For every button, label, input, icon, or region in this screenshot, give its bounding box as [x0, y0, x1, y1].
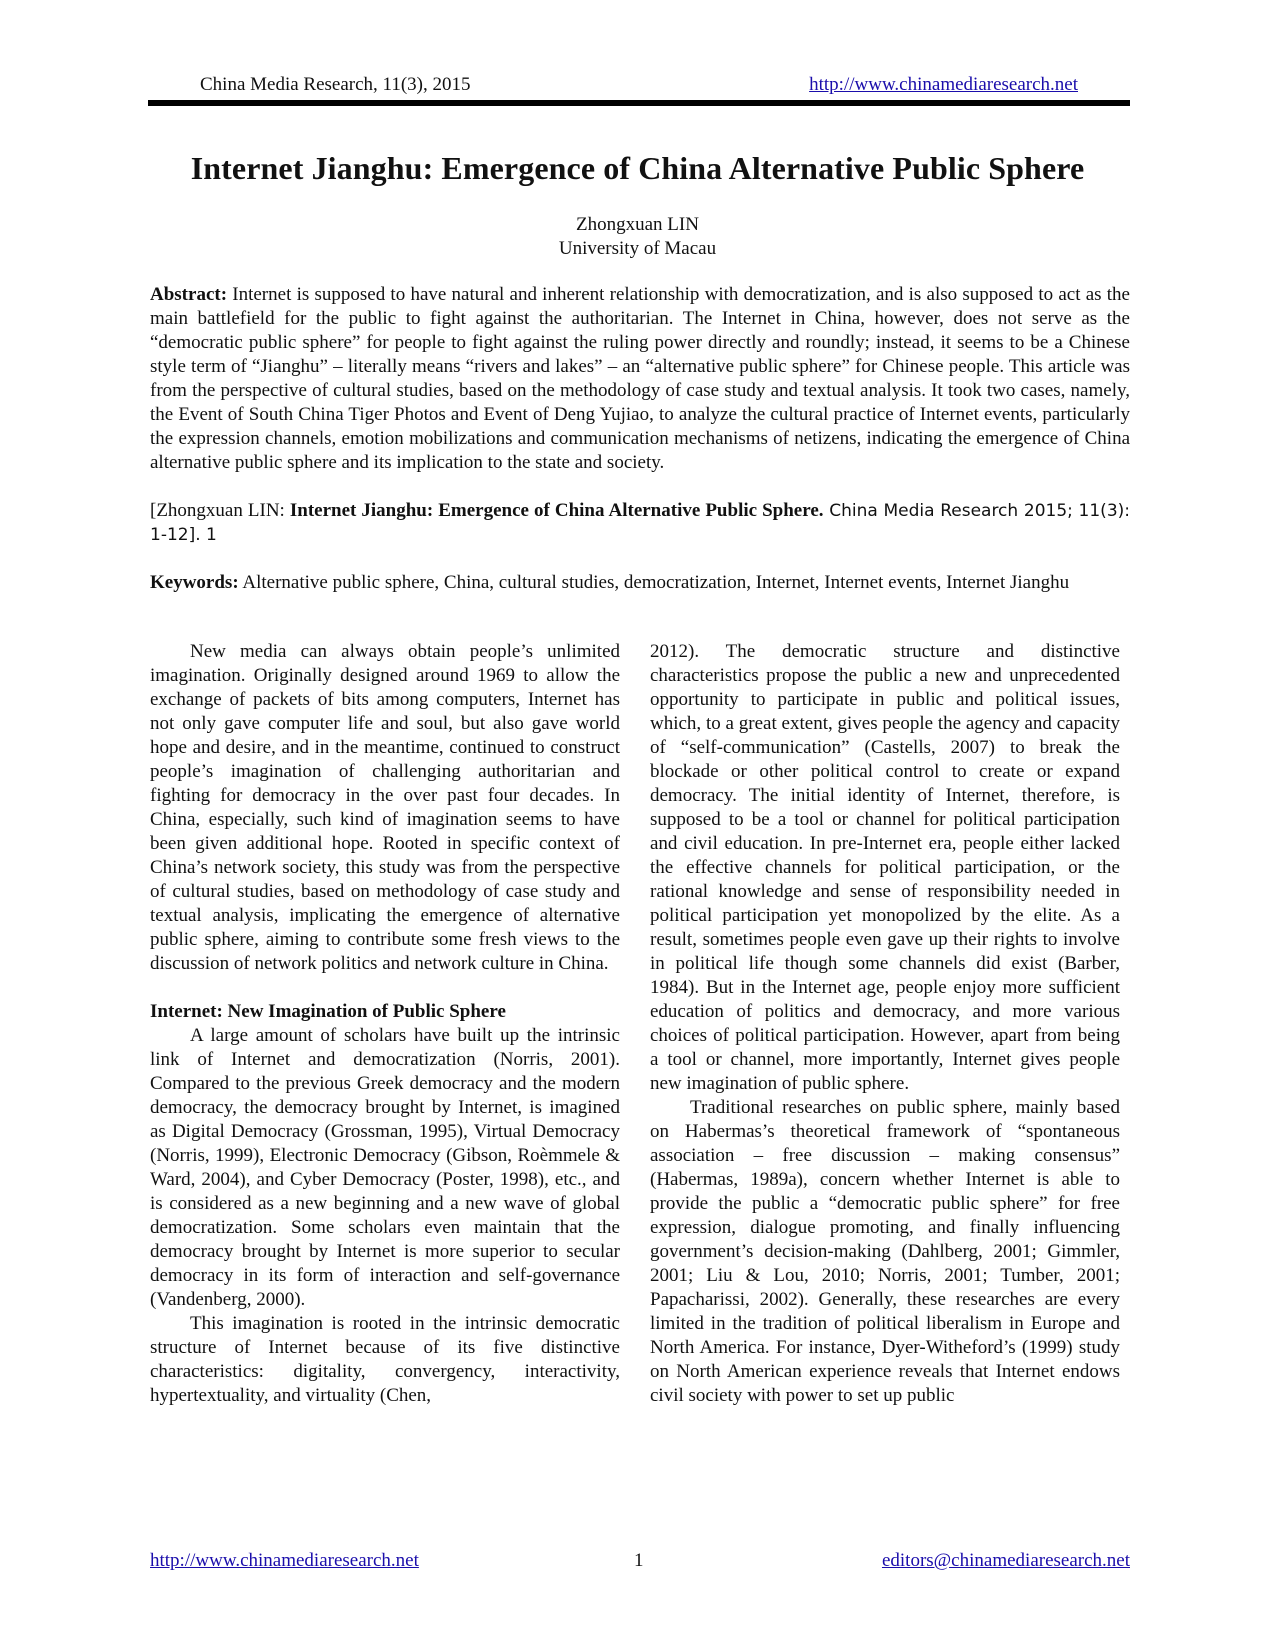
keywords: [150, 571, 1130, 595]
body-column-right: [650, 640, 1120, 1408]
citation-suffix: China Media Research 2015; 11(3): 1-12]. 1: [150, 501, 1130, 545]
body-paragraph: 2012). The democratic structure and distinctive characteristics propose the public a new and unprecedented opportunity to participate in public and political issues, which, to a great extent, gives people the agency and capacity of “self-communication” (Castells, 2007) to break the blockade or other political control to create or expand democracy. The initial identity of Internet, therefore, is supposed to be a tool or channel for political participation and civil education. In pre-Internet era, people either lacked the effective channels for political participation, or the rational knowledge and sense of responsibility needed in political participation yet monopolized by the elite. As a result, sometimes people even gave up their rights to involve in political life though some channels did exist (Barber, 1984). But in the Internet age, people enjoy more sufficient education of politics and democracy, and more various choices of political participation. However, apart from being a tool or channel, more importantly, Internet gives people new imagination of public sphere.: [650, 641, 1120, 1094]
body-column-left: [150, 640, 620, 1408]
keywords-text: Alternative public sphere, China, cultural studies, democratization, Internet, Internet events, Internet Jianghu: [242, 572, 1070, 593]
body-paragraph: New media can always obtain people’s unlimited imagination. Originally designed around 1969 to allow the exchange of packets of bits among computers, Internet has not only gave computer life and soul, but also gave world hope and desire, and in the meantime, continued to construct people’s imagination of challenging authoritarian and fighting for democracy in the over past four decades. In China, especially, such kind of imagination seems to have been given additional hope. Rooted in specific context of China’s network society, this study was from the perspective of cultural studies, based on methodology of case study and textual analysis, implicating the emergence of alternative public sphere, aiming to contribute some fresh views to the discussion of network politics and network culture in China.: [150, 641, 620, 974]
abstract-text: Internet is supposed to have natural and inherent relationship with democratization, and is also supposed to act as the main battlefield for the public to fight against the authoritarian. The Internet in China, however, does not serve as the “democratic public sphere” for people to fight against the ruling power directly and roundly; instead, it seems to be a Chinese style term of “Jianghu” – literally means “rivers and lakes” – an “alternative public sphere” for Chinese people. This article was from the perspective of cultural studies, based on the methodology of case study and textual analysis. It took two cases, namely, the Event of South China Tiger Photos and Event of Deng Yujiao, to analyze the cultural practice of Internet events, particularly the expression channels, emotion mobilizations and communication mechanisms of netizens, indicating the emergence of China alternative public sphere and its implication to the state and society.: [150, 284, 1130, 473]
body-paragraph: Traditional researches on public sphere, mainly based on Habermas’s theoretical framework of “spontaneous association – free discussion – making consensus” (Habermas, 1989a), concern whether Internet is able to provide the public a “democratic public sphere” for free expression, dialogue promoting, and finally influencing government’s decision-making (Dahlberg, 2001; Gimmler, 2001; Liu & Lou, 2010; Norris, 2001; Tumber, 2001; Papacharissi, 2002). Generally, these researches are every limited in the tradition of political liberalism in Europe and North America. For instance, Dyer-Witheford’s (1999) study on North American experience reveals that Internet endows civil society with power to set up public: [650, 1097, 1120, 1406]
keywords-label: Keywords:: [150, 572, 239, 593]
author-block: [0, 213, 1275, 261]
page-number: 1: [634, 1550, 644, 1571]
section-heading: Internet: New Imagination of Public Sphere: [150, 1001, 506, 1022]
header-rule: [148, 100, 1130, 106]
body-paragraph: This imagination is rooted in the intrinsic democratic structure of Internet because of its five distinctive characteristics: digitality, convergency, interactivity, hypertextuality, and virtuality (Chen,: [150, 1313, 620, 1406]
author-affiliation: University of Macau: [558, 238, 717, 259]
page-footer: [150, 1550, 1130, 1576]
journal-url-link[interactable]: http://www.chinamediaresearch.net: [809, 74, 1078, 95]
abstract: [150, 283, 1130, 475]
footer-url-link[interactable]: http://www.chinamediaresearch.net: [150, 1550, 419, 1571]
author-name: Zhongxuan LIN: [576, 214, 699, 235]
citation-title: Internet Jianghu: Emergence of China Alternative Public Sphere.: [289, 500, 824, 521]
journal-issue: China Media Research, 11(3), 2015: [200, 74, 471, 95]
body-paragraph: A large amount of scholars have built up the intrinsic link of Internet and democratization (Norris, 2001). Compared to the previous Greek democracy and the modern democracy, the democracy brought by Internet, is imagined as Digital Democracy (Grossman, 1995), Virtual Democracy (Norris, 1999), Electronic Democracy (Gibson, Roèmmele & Ward, 2004), and Cyber Democracy (Poster, 1998), etc., and is considered as a new beginning and a new wave of global democratization. Some scholars even maintain that the democracy brought by Internet is more superior to secular democracy in its form of interaction and self-governance (Vandenberg, 2000).: [150, 1025, 620, 1310]
abstract-label: Abstract:: [150, 284, 228, 305]
footer-email-link[interactable]: editors@chinamediaresearch.net: [881, 1550, 1130, 1571]
citation-prefix: [Zhongxuan LIN:: [150, 500, 290, 521]
citation: [150, 499, 1130, 547]
paper-title: Internet Jianghu: Emergence of China Alternative Public Sphere: [190, 150, 1085, 186]
